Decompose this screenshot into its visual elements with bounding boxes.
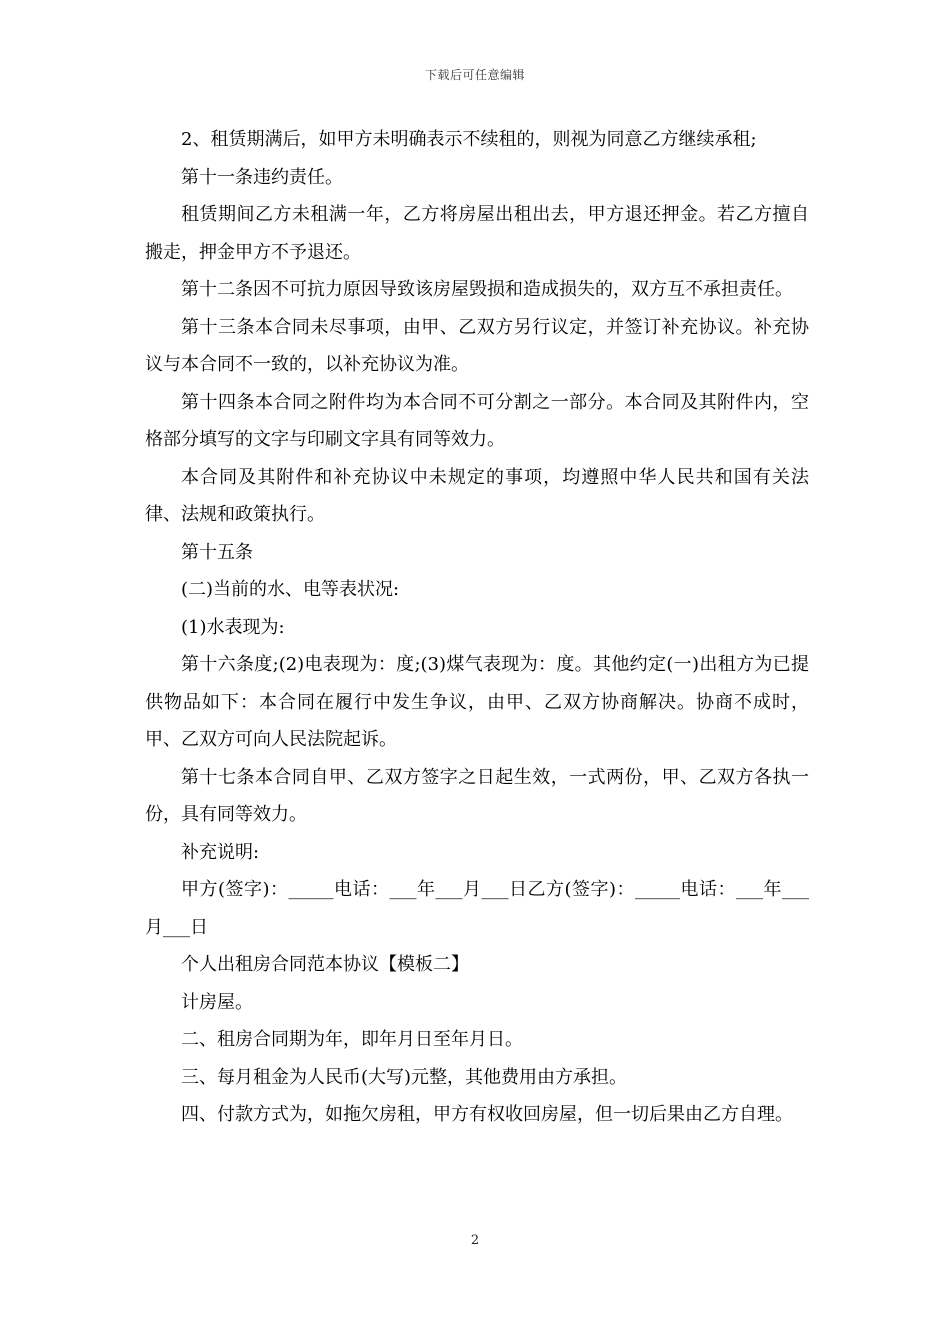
paragraph-monthly-rent: 三、每月租金为人民币(大写)元整，其他费用由方承担。 [181,1066,628,1088]
paragraph-article-15: 第十五条 [181,541,253,563]
paragraph-breach-liability: 租赁期间乙方未租满一年，乙方将房屋出租出去，甲方退还押金。若乙方擅自搬走，押金甲方不予退还。 [145,204,809,263]
page-number: 2 [470,1233,480,1248]
paragraph-legal-compliance: 本合同及其附件和补充协议中未规定的事项，均遵照中华人民共和国有关法律、法规和政策执行。 [145,466,809,525]
paragraph-water-meter: (1)水表现为: [181,616,285,638]
paragraph-article-14: 第十四条本合同之附件均为本合同不可分割之一部分。本合同及其附件内，空格部分填写的文字与印刷文字具有同等效力。 [145,391,809,450]
header-note: 下载后可任意编辑 [424,68,525,82]
paragraph-template-two-title: 个人出租房合同范本协议【模板二】 [181,954,469,975]
paragraph-article-17: 第十七条本合同自甲、乙双方签字之日起生效，一式两份，甲、乙双方各执一份，具有同等效力。 [145,766,809,825]
paragraph-signature-line: 甲方(签字)：_____电话：___年___月___日乙方(签字)：_____电话：___年___月___日 [145,879,809,938]
paragraph-article-12: 第十二条因不可抗力原因导致该房屋毁损和造成损失的，双方互不承担责任。 [181,279,793,300]
paragraph-article-16: 第十六条度;(2)电表现为：度;(3)煤气表现为：度。其他约定(一)出租方为已提供物品如下：本合同在履行中发生争议，由甲、乙双方协商解决。协商不成时，甲、乙双方可向人民法院起诉。 [145,654,809,750]
document-body [145,121,809,1134]
paragraph-supplementary-note: 补充说明: [181,841,260,863]
paragraph-house: 计房屋。 [181,991,253,1013]
paragraph-article-13: 第十三条本合同未尽事项，由甲、乙双方另行议定，并签订补充协议。补充协议与本合同不一致的，以补充协议为准。 [145,316,809,375]
paragraph-renewal-clause: 2、租赁期满后，如甲方未明确表示不续租的，则视为同意乙方继续承租; [181,129,757,150]
paragraph-meter-status: (二)当前的水、电等表状况: [181,579,400,600]
paragraph-payment-method: 四、付款方式为，如拖欠房租，甲方有权收回房屋，但一切后果由乙方自理。 [181,1104,793,1125]
paragraph-lease-term: 二、租房合同期为年，即年月日至年月日。 [181,1029,523,1050]
paragraph-article-11-title: 第十一条违约责任。 [181,166,343,188]
